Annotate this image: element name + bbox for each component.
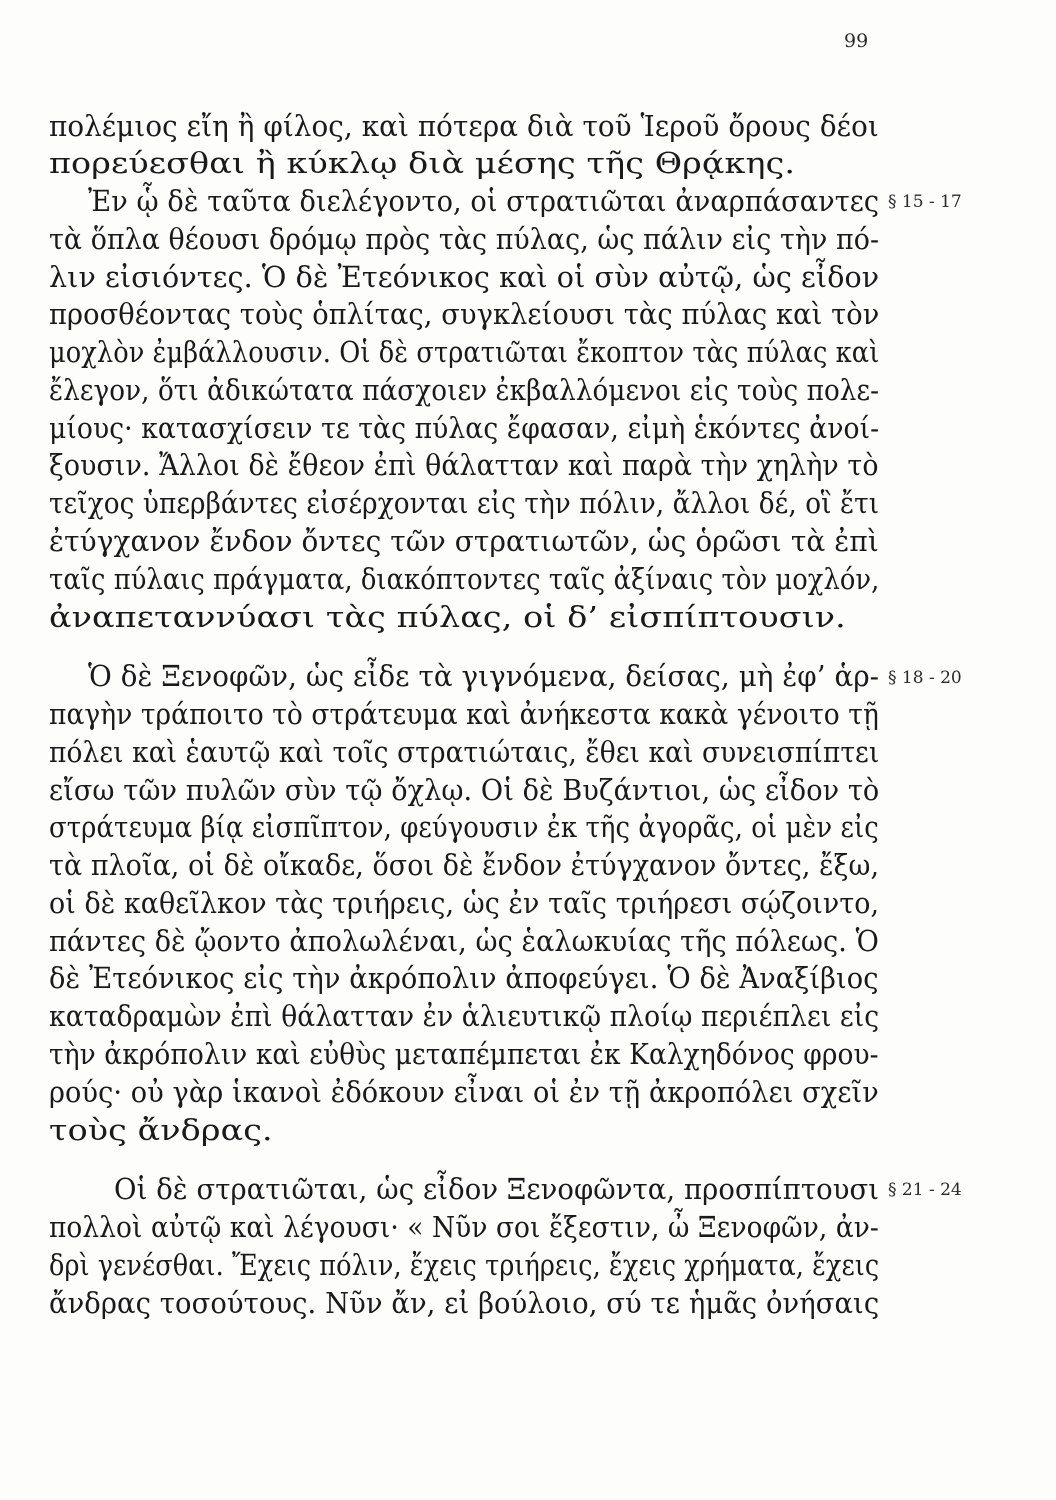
text-line: λιν εἰσιόντες. Ὁ δὲ Ἐτεόνικος καὶ οἱ σὺν αὐτῷ, ὡς εἶδον xyxy=(49,260,880,294)
paragraph-start-line: Ἐν ᾧ δὲ ταῦτα διελέγοντο, οἱ στρατιῶται ἀναρπάσαντες xyxy=(88,184,880,218)
text-line: ταῖς πύλαις πράγματα, διακόπτοντες ταῖς ἀξίναις τὸν μοχλόν, xyxy=(49,562,880,596)
text-line: εἴσω τῶν πυλῶν σὺν τῷ ὄχλῳ. Οἱ δὲ Βυζάντιοι, ὡς εἶδον τὸ xyxy=(49,773,880,807)
text-line: καταδραμὼν ἐπὶ θάλατταν ἐν ἁλιευτικῷ πλοίῳ περιέπλει εἰς xyxy=(49,999,880,1033)
text-line: στράτευμα βίᾳ εἰσπῖπτον, φεύγουσιν ἐκ τῆς ἀγορᾶς, οἱ μὲν εἰς xyxy=(49,810,879,844)
text-line: ἐτύγχανον ἔνδον ὄντες τῶν στρατιωτῶν, ὡς ὁρῶσι τὰ ἐπὶ xyxy=(49,524,879,558)
text-line: πόλει καὶ ἑαυτῷ καὶ τοῖς στρατιώταις, ἔθει καὶ συνεισπίπτει xyxy=(49,735,880,769)
text-line: πολέμιος εἴη ἢ φίλος, καὶ πότερα διὰ τοῦ Ἱεροῦ ὄρους δέοι xyxy=(49,109,879,143)
text-line: τὰ πλοῖα, οἱ δὲ οἴκαδε, ὅσοι δὲ ἔνδον ἐτύγχανον ὄντες, ἔξω, xyxy=(49,848,880,882)
text-line: τεῖχος ὑπερβάντες εἰσέρχονται εἰς τὴν πόλιν, ἄλλοι δέ, οἳ ἔτι xyxy=(49,486,880,520)
section-marker: § 21 - 24 xyxy=(888,1180,962,1200)
paragraph-start-line: Ὁ δὲ Ξενοφῶν, ὡς εἶδε τὰ γιγνόμενα, δείσας, μὴ ἐφ’ ἁρ- xyxy=(88,659,880,693)
section-marker: § 18 - 20 xyxy=(888,668,962,688)
text-line: πολλοὶ αὐτῷ καὶ λέγουσι· « Νῦν σοι ἔξεστιν, ὦ Ξενοφῶν, ἀν- xyxy=(49,1210,879,1244)
text-line: δὲ Ἐτεόνικος εἰς τὴν ἀκρόπολιν ἀποφεύγει. Ὁ δὲ Ἀναξίβιος xyxy=(49,961,879,995)
text-line: προσθέοντας τοὺς ὁπλίτας, συγκλείουσι τὰς πύλας καὶ τὸν xyxy=(49,297,880,331)
text-line: πορεύεσθαι ἢ κύκλῳ διὰ μέσης τῆς Θρᾴκης. xyxy=(49,146,796,180)
text-line: ἀναπεταννύασι τὰς πύλας, οἱ δ’ εἰσπίπτουσιν. xyxy=(49,600,846,634)
text-line: παγὴν τράποιτο τὸ στράτευμα καὶ ἀνήκεστα κακὰ γένοιτο τῇ xyxy=(49,697,879,731)
text-line: ρούς· οὐ γὰρ ἱκανοὶ ἐδόκουν εἶναι οἱ ἐν τῇ ἀκροπόλει σχεῖν xyxy=(49,1075,879,1109)
text-line: τὴν ἀκρόπολιν καὶ εὐθὺς μεταπέμπεται ἐκ Καλχηδόνος φρου- xyxy=(49,1037,879,1071)
text-line: δρὶ γενέσθαι. Ἔχεις πόλιν, ἔχεις τριήρεις, ἔχεις χρήματα, ἔχεις xyxy=(49,1248,880,1282)
text-line: μίους· κατασχίσειν τε τὰς πύλας ἔφασαν, εἰμὴ ἑκόντες ἀνοί- xyxy=(49,411,880,445)
text-line: οἱ δὲ καθεῖλκον τὰς τριήρεις, ὡς ἐν ταῖς τριήρεσι σῴζοιντο, xyxy=(49,886,880,920)
text-line: πάντες δὲ ᾤοντο ἀπολωλέναι, ὡς ἑαλωκυίας τῆς πόλεως. Ὁ xyxy=(49,924,879,958)
text-line: μοχλὸν ἐμβάλλουσιν. Οἱ δὲ στρατιῶται ἔκοπτον τὰς πύλας καὶ xyxy=(49,335,880,369)
text-line: τοὺς ἄνδρας. xyxy=(49,1113,273,1147)
paragraph-start-line: Οἱ δὲ στρατιῶται, ὡς εἶδον Ξενοφῶντα, προσπίπτουσι xyxy=(114,1172,880,1206)
text-line: ἄνδρας τοσούτους. Νῦν ἄν, εἰ βούλοιο, σύ τε ἡμᾶς ὀνήσαις xyxy=(49,1286,880,1320)
text-line: τὰ ὅπλα θέουσι δρόμῳ πρὸς τὰς πύλας, ὡς πάλιν εἰς τὴν πό- xyxy=(49,222,880,256)
section-marker: § 15 - 17 xyxy=(888,192,962,212)
text-line: ξουσιν. Ἄλλοι δὲ ἔθεον ἐπὶ θάλατταν καὶ παρὰ τὴν χηλὴν τὸ xyxy=(49,448,879,482)
page-number: 99 xyxy=(844,30,869,52)
text-line: ἔλεγον, ὅτι ἀδικώτατα πάσχοιεν ἐκβαλλόμενοι εἰς τοὺς πολε- xyxy=(49,373,880,407)
